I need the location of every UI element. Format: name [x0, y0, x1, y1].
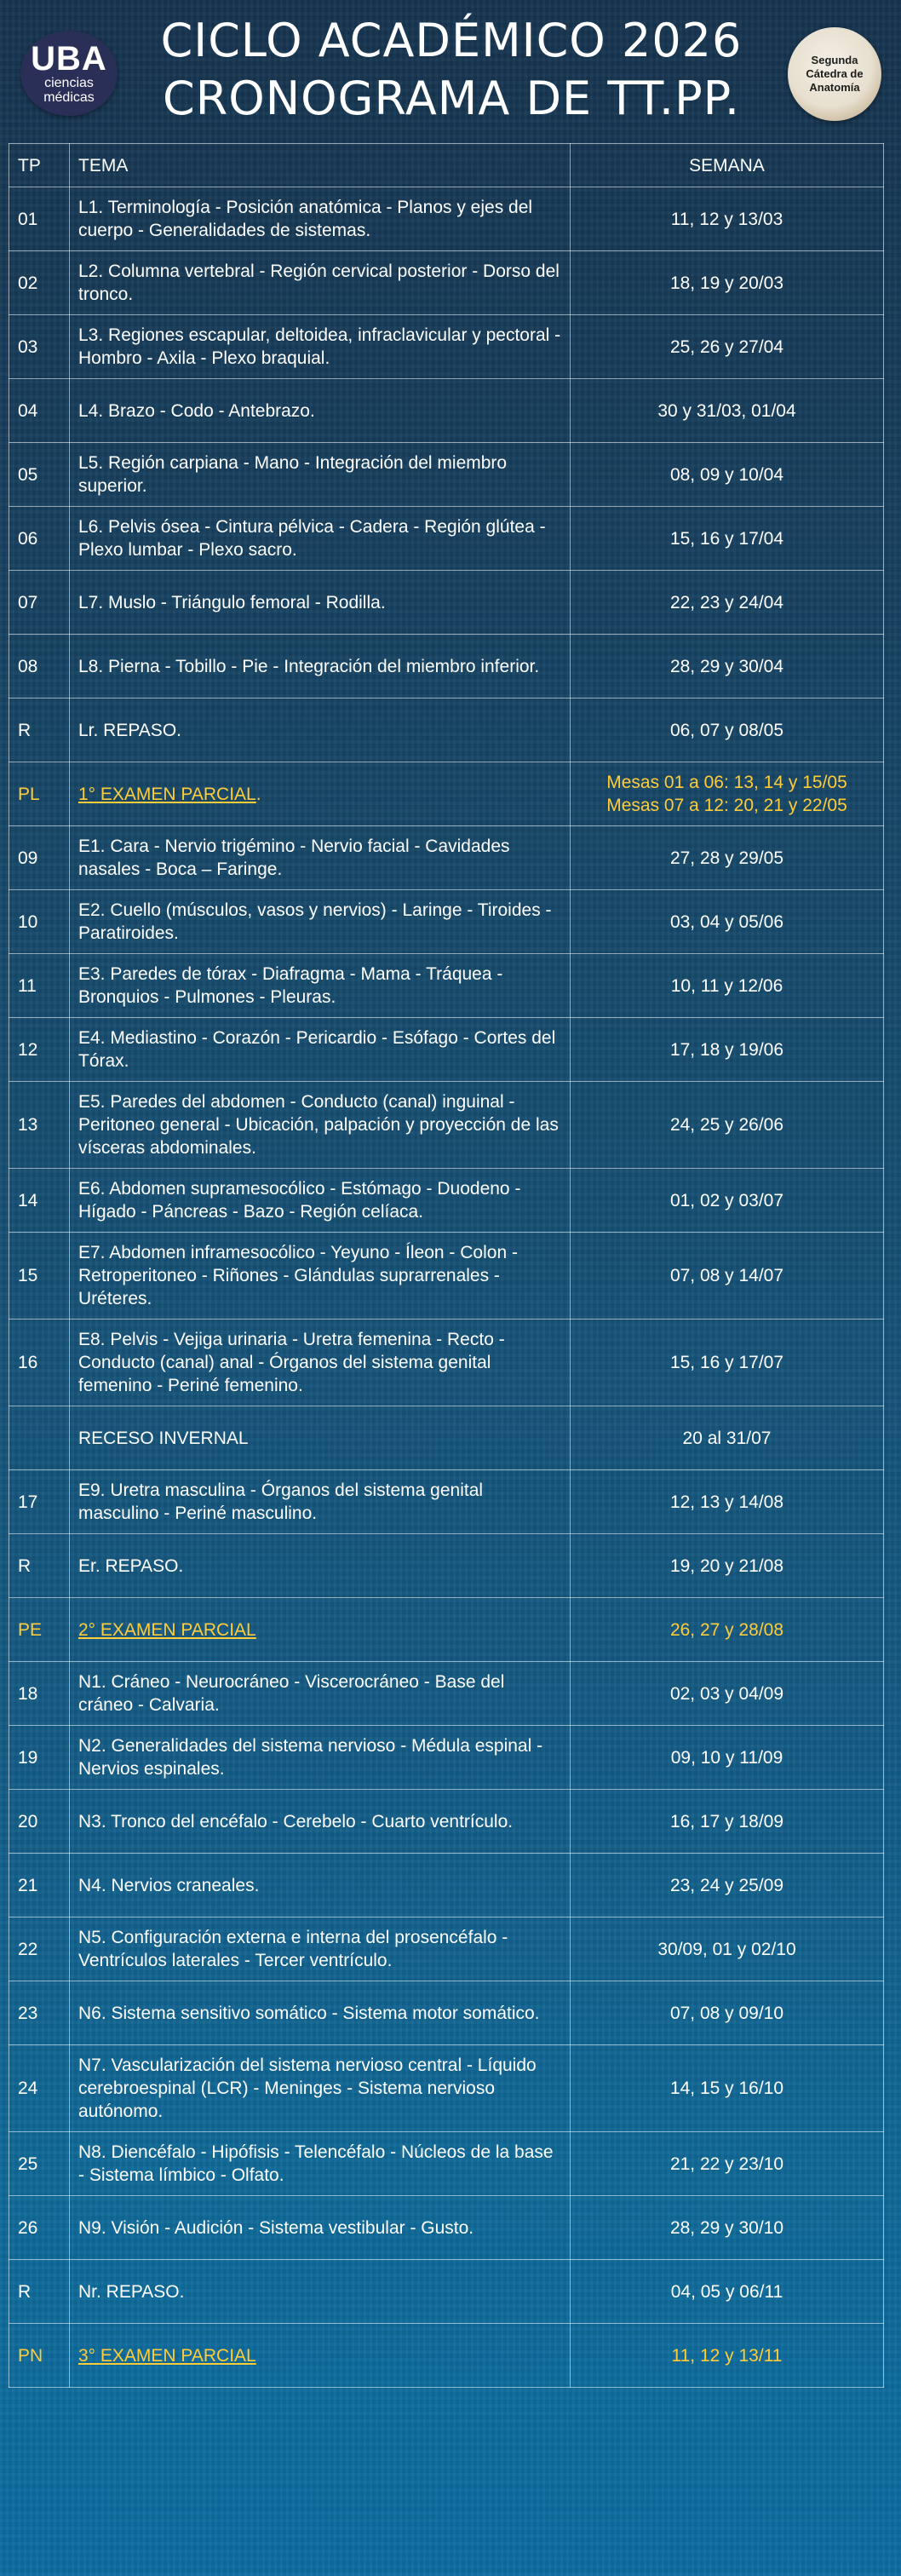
- row-tp: 04: [9, 379, 70, 443]
- row-tp: 22: [9, 1918, 70, 1981]
- row-tp: 09: [9, 826, 70, 890]
- row-tema: E9. Uretra masculina - Órganos del sistema genital masculino - Periné masculino.: [70, 1470, 571, 1534]
- row-tema: 1° EXAMEN PARCIAL.: [70, 762, 571, 826]
- table-row: [9, 315, 884, 379]
- row-semana: 01, 02 y 03/07: [571, 1169, 884, 1233]
- table-row: [9, 826, 884, 890]
- row-semana: 15, 16 y 17/04: [571, 507, 884, 571]
- row-tp: 16: [9, 1320, 70, 1406]
- table-row: [9, 635, 884, 699]
- exam-label: 1° EXAMEN PARCIAL: [78, 784, 256, 804]
- row-tp: [9, 1406, 70, 1470]
- table-row: [9, 890, 884, 954]
- logo-main-text: UBA: [31, 40, 107, 78]
- row-semana: 26, 27 y 28/08: [571, 1598, 884, 1662]
- row-tema: E1. Cara - Nervio trigémino - Nervio facial - Cavidades nasales - Boca – Faringe.: [70, 826, 571, 890]
- table-row: [9, 1406, 884, 1470]
- row-tp: 08: [9, 635, 70, 699]
- row-tema: RECESO INVERNAL: [70, 1406, 571, 1470]
- schedule-table: [9, 143, 884, 2388]
- table-row: [9, 954, 884, 1018]
- row-tp: 02: [9, 251, 70, 315]
- catedra-seal: [788, 27, 881, 121]
- row-semana: 03, 04 y 05/06: [571, 890, 884, 954]
- table-row: [9, 571, 884, 635]
- header-semana: SEMANA: [571, 144, 884, 187]
- exam-row: [9, 2324, 884, 2388]
- row-semana: 25, 26 y 27/04: [571, 315, 884, 379]
- table-row: [9, 1470, 884, 1534]
- row-semana: 21, 22 y 23/10: [571, 2132, 884, 2196]
- table-row: [9, 187, 884, 251]
- title-line-2: CRONOGRAMA DE TT.PP.: [163, 72, 740, 125]
- row-tp: R: [9, 1534, 70, 1598]
- row-tp: 06: [9, 507, 70, 571]
- row-semana: 10, 11 y 12/06: [571, 954, 884, 1018]
- row-tema: E2. Cuello (músculos, vasos y nervios) - Laringe - Tiroides - Paratiroides.: [70, 890, 571, 954]
- row-tema: N6. Sistema sensitivo somático - Sistema motor somático.: [70, 1981, 571, 2045]
- uba-logo: [20, 31, 118, 116]
- row-tp: 11: [9, 954, 70, 1018]
- row-semana: 12, 13 y 14/08: [571, 1470, 884, 1534]
- row-tp: 14: [9, 1169, 70, 1233]
- table-row: [9, 1233, 884, 1320]
- row-tp: PN: [9, 2324, 70, 2388]
- table-row: [9, 1981, 884, 2045]
- row-semana: 07, 08 y 14/07: [571, 1233, 884, 1320]
- row-tema: [70, 2324, 571, 2388]
- row-tp: 10: [9, 890, 70, 954]
- header-tp: TP: [9, 144, 70, 187]
- row-tema: N5. Configuración externa e interna del prosencéfalo - Ventrículos laterales - Tercer ventrículo.: [70, 1918, 571, 1981]
- table-row: [9, 507, 884, 571]
- table-row: [9, 1534, 884, 1598]
- seal-text: Segunda Cátedra de Anatomía: [806, 54, 864, 94]
- row-tp: 15: [9, 1233, 70, 1320]
- row-semana: 04, 05 y 06/11: [571, 2260, 884, 2324]
- table-row: [9, 1082, 884, 1169]
- row-tema: E6. Abdomen supramesocólico - Estómago - Duodeno - Hígado - Páncreas - Bazo - Región celíaca.: [70, 1169, 571, 1233]
- row-tema: L3. Regiones escapular, deltoidea, infraclavicular y pectoral - Hombro - Axila - Plexo braquial.: [70, 315, 571, 379]
- row-tema: E8. Pelvis - Vejiga urinaria - Uretra femenina - Recto - Conducto (canal) anal - Órganos del sistema genital femenino - Periné femenino.: [70, 1320, 571, 1406]
- row-tp: 26: [9, 2196, 70, 2260]
- row-tp: 20: [9, 1790, 70, 1854]
- row-tp: 17: [9, 1470, 70, 1534]
- exam-row: [9, 762, 884, 826]
- row-tema: N3. Tronco del encéfalo - Cerebelo - Cuarto ventrículo.: [70, 1790, 571, 1854]
- row-tp: 23: [9, 1981, 70, 2045]
- row-semana: 11, 12 y 13/03: [571, 187, 884, 251]
- table-row: [9, 2260, 884, 2324]
- row-tema: N9. Visión - Audición - Sistema vestibular - Gusto.: [70, 2196, 571, 2260]
- row-semana: 17, 18 y 19/06: [571, 1018, 884, 1082]
- row-semana: 02, 03 y 04/09: [571, 1662, 884, 1726]
- row-semana: 28, 29 y 30/04: [571, 635, 884, 699]
- row-tema: N4. Nervios craneales.: [70, 1854, 571, 1918]
- row-semana: 18, 19 y 20/03: [571, 251, 884, 315]
- row-tema: L4. Brazo - Codo - Antebrazo.: [70, 379, 571, 443]
- row-semana: 23, 24 y 25/09: [571, 1854, 884, 1918]
- exam-label: 3° EXAMEN PARCIAL: [78, 2345, 256, 2366]
- row-tema: L2. Columna vertebral - Región cervical posterior - Dorso del tronco.: [70, 251, 571, 315]
- header-tema: TEMA: [70, 144, 571, 187]
- table-row: [9, 1018, 884, 1082]
- semana-line-1: Mesas 01 a 06: 13, 14 y 15/05: [606, 773, 847, 792]
- row-semana: 19, 20 y 21/08: [571, 1534, 884, 1598]
- table-header-row: [9, 144, 884, 187]
- table-row: [9, 2132, 884, 2196]
- row-tema: L1. Terminología - Posición anatómica - Planos y ejes del cuerpo - Generalidades de sistemas.: [70, 187, 571, 251]
- row-tp: 18: [9, 1662, 70, 1726]
- row-tema: N2. Generalidades del sistema nervioso - Médula espinal - Nervios espinales.: [70, 1726, 571, 1790]
- row-semana: 15, 16 y 17/07: [571, 1320, 884, 1406]
- row-tema: L5. Región carpiana - Mano - Integración del miembro superior.: [70, 443, 571, 507]
- table-row: [9, 1854, 884, 1918]
- row-semana: 11, 12 y 13/11: [571, 2324, 884, 2388]
- row-tp: 24: [9, 2045, 70, 2132]
- table-row: [9, 1169, 884, 1233]
- table-row: [9, 2196, 884, 2260]
- row-tema: N8. Diencéfalo - Hipófisis - Telencéfalo - Núcleos de la base - Sistema límbico - Olfato.: [70, 2132, 571, 2196]
- table-row: [9, 251, 884, 315]
- table-row: [9, 379, 884, 443]
- title-line-1: CICLO ACADÉMICO 2026: [160, 14, 743, 67]
- row-tema: E3. Paredes de tórax - Diafragma - Mama - Tráquea - Bronquios - Pulmones - Pleuras.: [70, 954, 571, 1018]
- row-tema: L6. Pelvis ósea - Cintura pélvica - Cadera - Región glútea - Plexo lumbar - Plexo sacro.: [70, 507, 571, 571]
- exam-row: [9, 1598, 884, 1662]
- row-tema: Er. REPASO.: [70, 1534, 571, 1598]
- exam-label: 2° EXAMEN PARCIAL: [78, 1619, 256, 1640]
- row-tp: 12: [9, 1018, 70, 1082]
- page-header: [0, 0, 901, 141]
- row-tema: L8. Pierna - Tobillo - Pie - Integración del miembro inferior.: [70, 635, 571, 699]
- table-row: [9, 443, 884, 507]
- row-semana: 24, 25 y 26/06: [571, 1082, 884, 1169]
- semana-line-2: Mesas 07 a 12: 20, 21 y 22/05: [606, 796, 847, 815]
- row-semana: 07, 08 y 09/10: [571, 1981, 884, 2045]
- table-row: [9, 1662, 884, 1726]
- table-row: [9, 1726, 884, 1790]
- row-semana: 08, 09 y 10/04: [571, 443, 884, 507]
- row-tema: E7. Abdomen inframesocólico - Yeyuno - Íleon - Colon - Retroperitoneo - Riñones - Glándulas suprarrenales - Uréteres.: [70, 1233, 571, 1320]
- table-row: [9, 2045, 884, 2132]
- row-tema: Nr. REPASO.: [70, 2260, 571, 2324]
- row-tp: 05: [9, 443, 70, 507]
- row-tema: N7. Vascularización del sistema nervioso central - Líquido cerebroespinal (LCR) - Meninges - Sistema nervioso autónomo.: [70, 2045, 571, 2132]
- row-tema: Lr. REPASO.: [70, 699, 571, 762]
- logo-sub-text: ciencias médicas: [43, 76, 95, 105]
- table-row: [9, 1320, 884, 1406]
- row-semana: 27, 28 y 29/05: [571, 826, 884, 890]
- row-tp: 19: [9, 1726, 70, 1790]
- row-tp: 13: [9, 1082, 70, 1169]
- row-semana: 14, 15 y 16/10: [571, 2045, 884, 2132]
- row-tema: N1. Cráneo - Neurocráneo - Viscerocráneo - Base del cráneo - Calvaria.: [70, 1662, 571, 1726]
- row-tema: [70, 1598, 571, 1662]
- row-tp: 01: [9, 187, 70, 251]
- row-semana: 16, 17 y 18/09: [571, 1790, 884, 1854]
- row-tema: E5. Paredes del abdomen - Conducto (canal) inguinal - Peritoneo general - Ubicación, palpación y proyección de las vísceras abdominales.: [70, 1082, 571, 1169]
- row-semana: 22, 23 y 24/04: [571, 571, 884, 635]
- table-row: [9, 1790, 884, 1854]
- row-tp: PE: [9, 1598, 70, 1662]
- row-semana: 30/09, 01 y 02/10: [571, 1918, 884, 1981]
- row-tp: R: [9, 2260, 70, 2324]
- table-row: [9, 699, 884, 762]
- row-semana: [571, 762, 884, 826]
- row-semana: 30 y 31/03, 01/04: [571, 379, 884, 443]
- row-tema: L7. Muslo - Triángulo femoral - Rodilla.: [70, 571, 571, 635]
- row-tp: R: [9, 699, 70, 762]
- row-tp: 07: [9, 571, 70, 635]
- table-row: [9, 1918, 884, 1981]
- row-semana: 06, 07 y 08/05: [571, 699, 884, 762]
- row-tp: 25: [9, 2132, 70, 2196]
- row-semana: 20 al 31/07: [571, 1406, 884, 1470]
- row-tp: PL: [9, 762, 70, 826]
- row-tp: 21: [9, 1854, 70, 1918]
- page-title: [128, 12, 775, 128]
- row-tema: E4. Mediastino - Corazón - Pericardio - Esófago - Cortes del Tórax.: [70, 1018, 571, 1082]
- row-tp: 03: [9, 315, 70, 379]
- row-semana: 09, 10 y 11/09: [571, 1726, 884, 1790]
- row-semana: 28, 29 y 30/10: [571, 2196, 884, 2260]
